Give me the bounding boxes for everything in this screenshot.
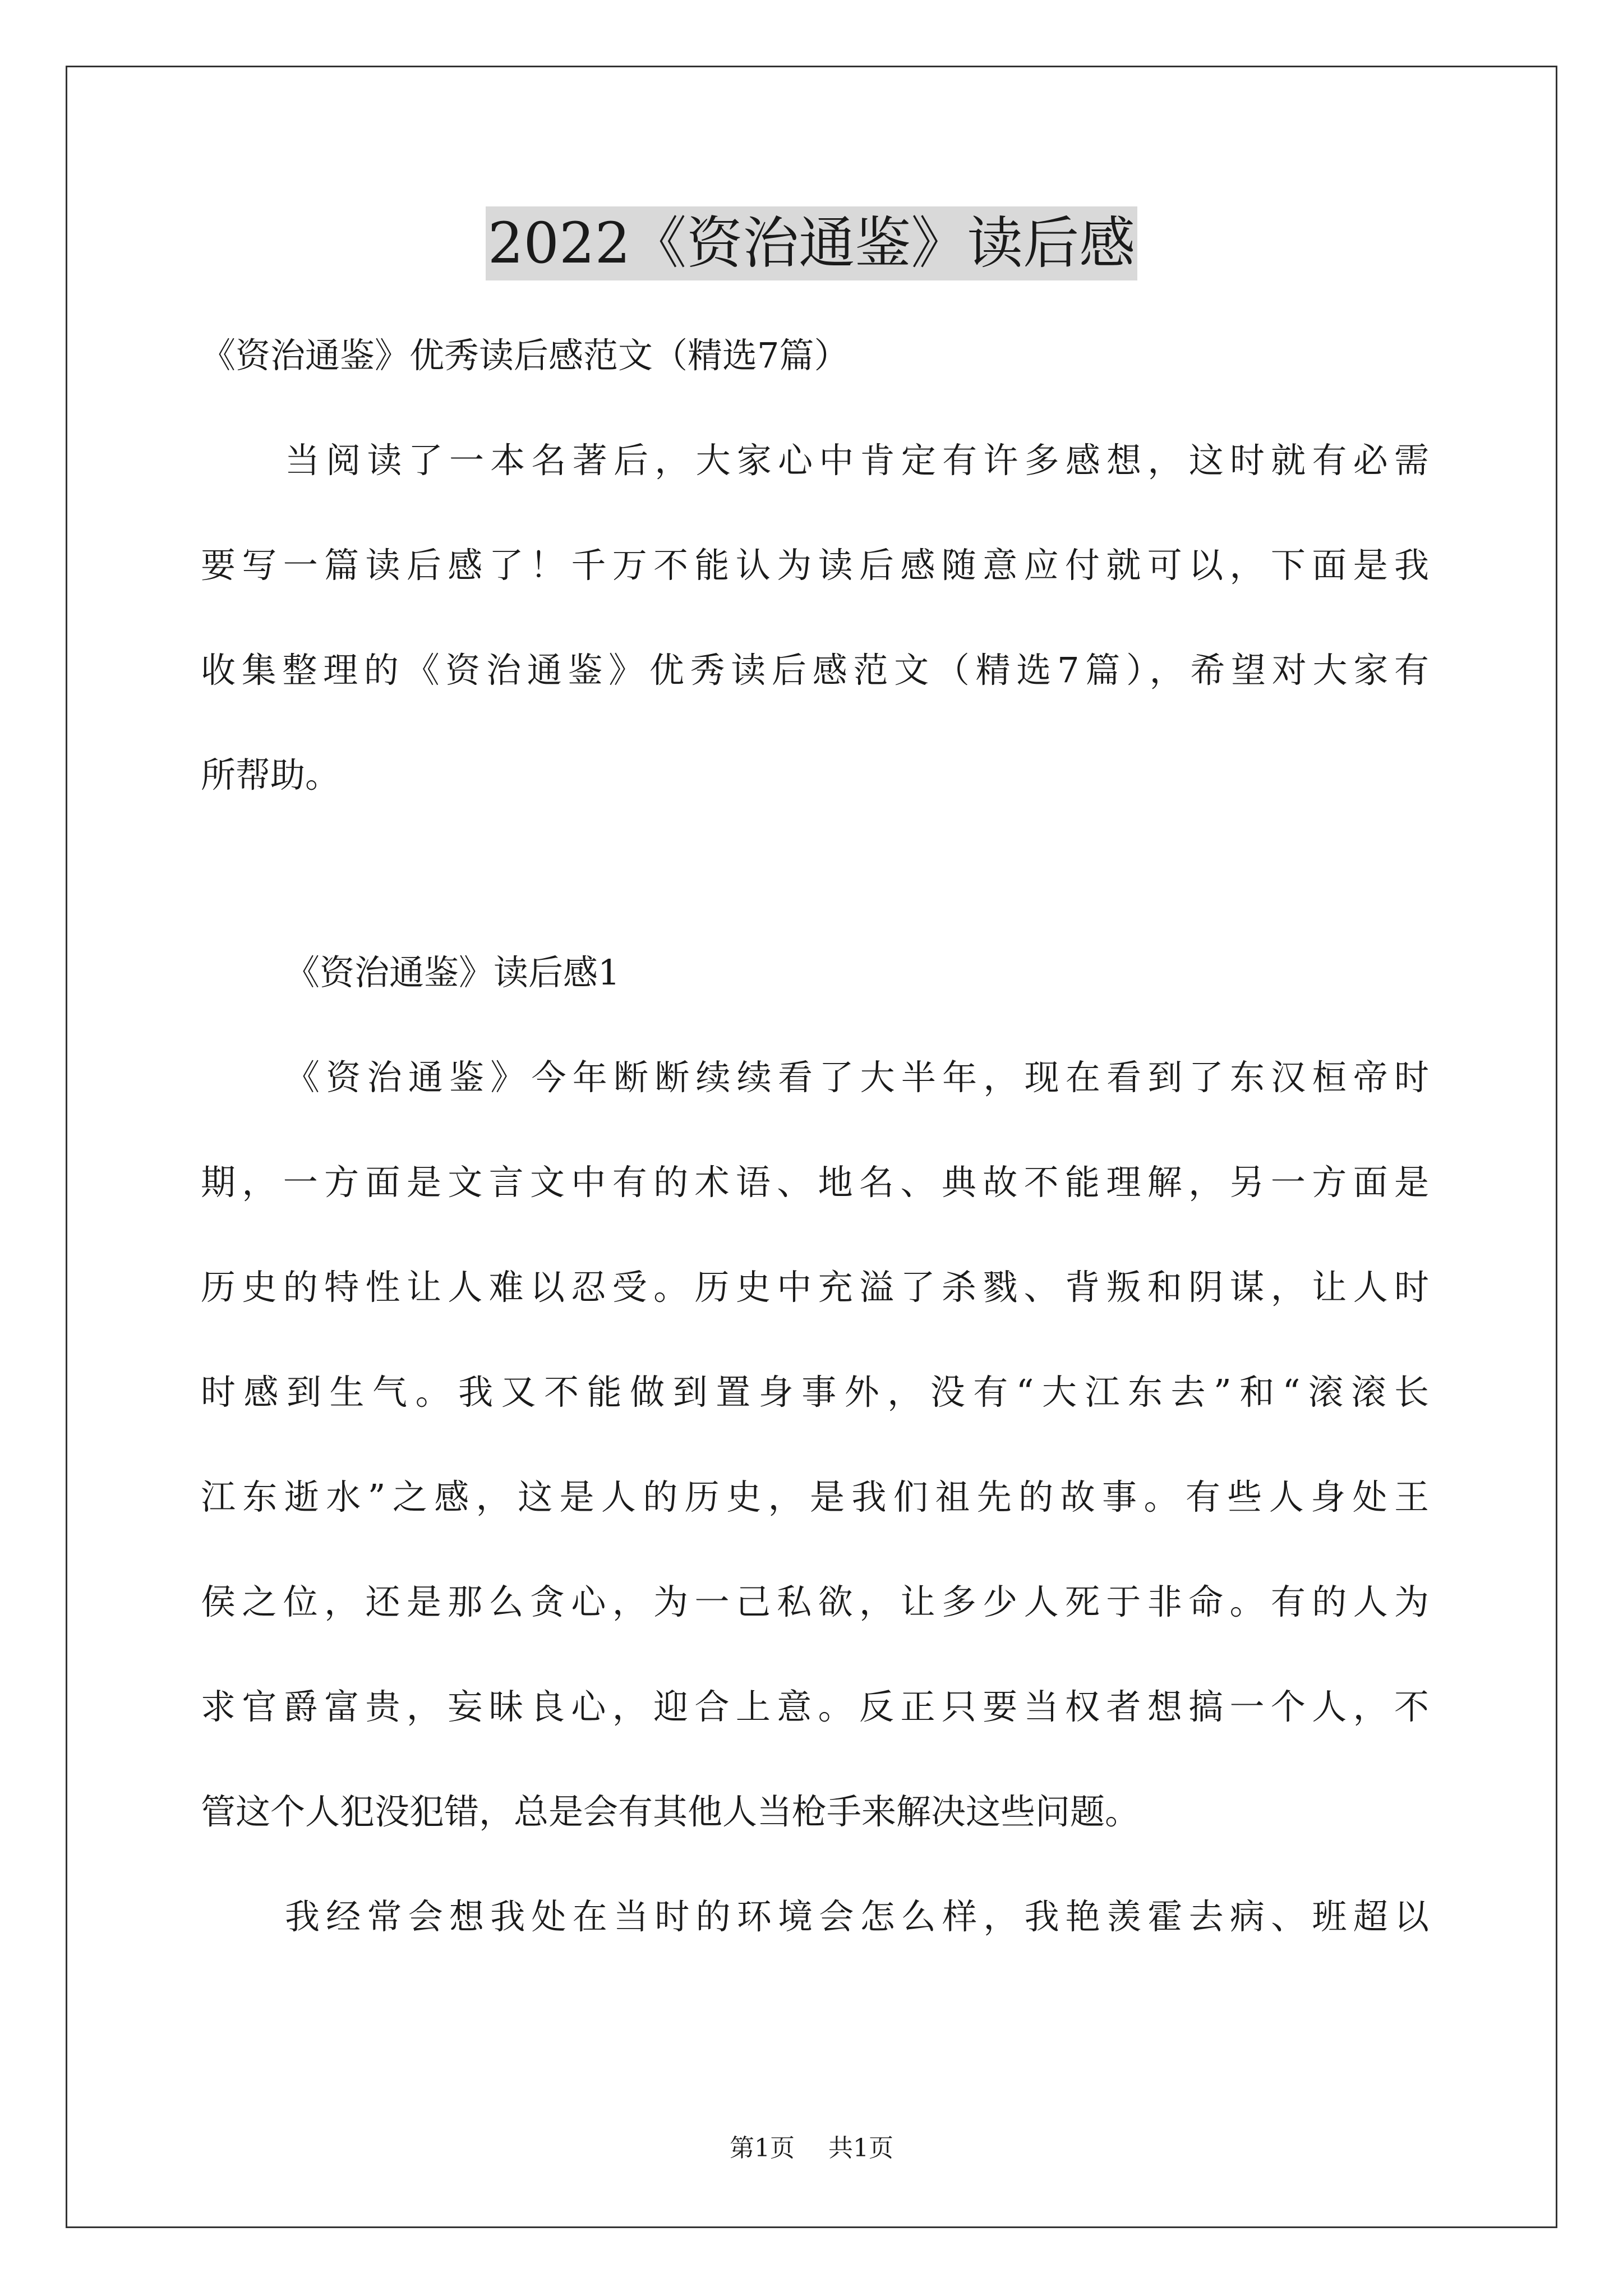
section-gap bbox=[201, 827, 1429, 920]
intro-line: 所帮助。 bbox=[201, 754, 340, 795]
paragraph-line: 《资治通鉴》今年断断续续看了大半年，现在看到了东汉桓帝时 bbox=[285, 1057, 1429, 1098]
paragraph-line: 求官爵富贵，妄昧良心，迎合上意。反正只要当权者想搞一个人，不 bbox=[201, 1686, 1429, 1727]
document-subtitle: 《资治通鉴》优秀读后感范文（精选7篇） bbox=[201, 335, 849, 376]
paragraph-line: 期，一方面是文言文中有的术语、地名、典故不能理解，另一方面是 bbox=[201, 1162, 1429, 1203]
paragraph-line: 我经常会想我处在当时的环境会怎么样，我艳羡霍去病、班超以 bbox=[285, 1896, 1429, 1937]
title-container bbox=[0, 206, 1623, 280]
document-body bbox=[201, 303, 1429, 1969]
paragraph-line: 江东逝水”之感，这是人的历史，是我们祖先的故事。有些人身处王 bbox=[201, 1476, 1429, 1517]
page-number: 第1页 bbox=[730, 2134, 795, 2162]
paragraph-line: 历史的特性让人难以忍受。历史中充溢了杀戮、背叛和阴谋，让人时 bbox=[201, 1267, 1429, 1308]
intro-line: 收集整理的《资治通鉴》优秀读后感范文（精选7篇），希望对大家有 bbox=[201, 650, 1429, 691]
page-total: 共1页 bbox=[828, 2134, 893, 2162]
paragraph-line: 时感到生气。我又不能做到置身事外，没有“大江东去”和“滚滚长 bbox=[201, 1372, 1429, 1412]
document-title: 2022《资治通鉴》读后感 bbox=[486, 206, 1138, 280]
section-heading: 《资治通鉴》读后感1 bbox=[285, 952, 620, 993]
page-footer bbox=[0, 2132, 1623, 2165]
paragraph-line: 管这个人犯没犯错，总是会有其他人当枪手来解决这些问题。 bbox=[201, 1791, 1140, 1832]
intro-line: 要写一篇读后感了！千万不能认为读后感随意应付就可以，下面是我 bbox=[201, 545, 1429, 586]
paragraph-line: 侯之位，还是那么贪心，为一己私欲，让多少人死于非命。有的人为 bbox=[201, 1581, 1429, 1622]
intro-line: 当阅读了一本名著后，大家心中肯定有许多感想，这时就有必需 bbox=[285, 440, 1429, 481]
